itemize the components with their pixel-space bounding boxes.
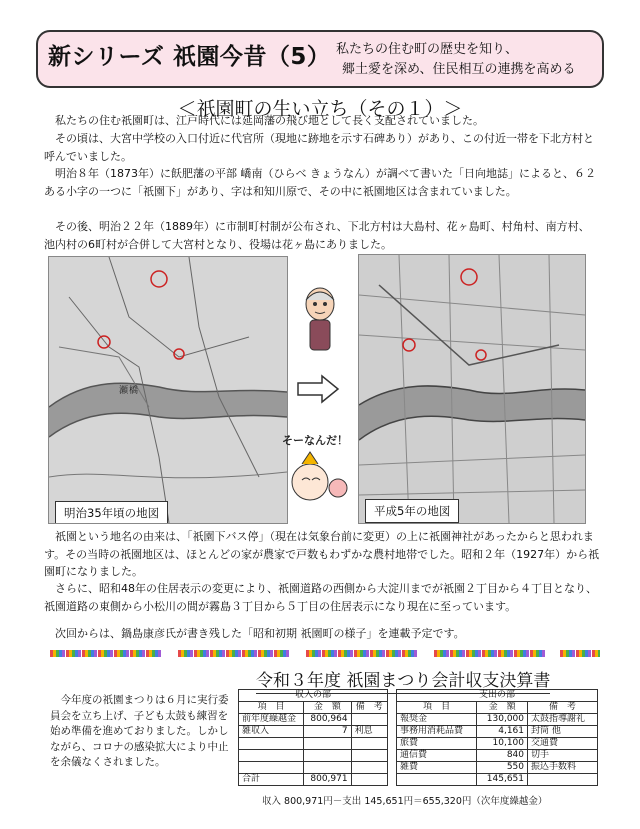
decorative-stripe xyxy=(560,650,600,657)
paragraph-6: さらに、昭和48年の住居表示の変更により、祇園道路の西側から大淀川までが祇園２丁目から４丁目となり、祇園道路の東側から小松川の間が霧島３丁目から５丁目の住居表示になり現在に至っています。 xyxy=(44,582,597,613)
paragraph-1: 私たちの住む祇園町は、江戸時代には延岡藩の飛び地として長く支配されていました。 xyxy=(44,114,484,127)
table-row xyxy=(239,774,388,786)
income-cell xyxy=(351,714,387,726)
income-cell xyxy=(351,774,387,786)
table-row xyxy=(397,726,598,738)
paragraph-4: その後、明治２２年（1889年）に市制町村制が公布され、下北方村は大島村、花ヶ島町、村角村、南方村、池内村の6町村が合併して大宮村となり、役場は花ヶ島にありました。 xyxy=(44,220,590,251)
expense-cell: 130,000 xyxy=(477,714,528,726)
arrow-right-icon xyxy=(296,374,340,404)
meiji-map xyxy=(48,256,288,524)
expense-cell: 550 xyxy=(477,762,528,774)
expense-cell: 旅費 xyxy=(397,738,477,750)
decorative-stripe xyxy=(178,650,290,657)
svg-text:瀬: 瀬 xyxy=(119,386,129,396)
income-cell xyxy=(239,738,304,750)
decorative-stripe xyxy=(50,650,162,657)
expense-cell: 事務用消耗品費 xyxy=(397,726,477,738)
expense-cell: 交通費 xyxy=(528,738,598,750)
elder-character-illustration xyxy=(290,282,350,352)
income-cell xyxy=(304,738,351,750)
income-cell xyxy=(351,750,387,762)
income-cell xyxy=(304,762,351,774)
expense-cell: 報奨金 xyxy=(397,714,477,726)
expense-cell xyxy=(528,774,598,786)
income-cell xyxy=(304,750,351,762)
income-cell xyxy=(239,750,304,762)
heisei-map xyxy=(358,254,586,524)
expense-cell: 封筒 他 xyxy=(528,726,598,738)
income-cell: 前年度繰越金 xyxy=(239,714,304,726)
paragraph-3: 明治８年（1873年）に飫肥藩の平部 嶠南（ひらべ きょうなん）が調べて書いた「日向地誌」によると、６２ある小字の一つに「祇園下」があり、字は和知川原で、その中に祇園地区は含まれていました。 xyxy=(44,167,596,198)
table-row xyxy=(239,750,388,762)
table-row xyxy=(397,738,598,750)
svg-text:橋: 橋 xyxy=(129,386,139,396)
motto-line-2: 郷土愛を深め、住民相互の連携を高める xyxy=(342,62,576,77)
expense-cell: 通信費 xyxy=(397,750,477,762)
income-header-item: 項 目 xyxy=(239,702,304,714)
paragraph-7: 次回からは、鍋島康彦氏が書き残した「昭和初期 祇園町の様子」を連載予定です。 xyxy=(44,627,465,640)
expense-total: 145,651 xyxy=(477,774,528,786)
table-row xyxy=(239,738,388,750)
income-header-amount: 金 額 xyxy=(304,702,351,714)
expense-header-note: 備 考 xyxy=(528,702,598,714)
income-cell: 雑収入 xyxy=(239,726,304,738)
expense-cell: 840 xyxy=(477,750,528,762)
table-row xyxy=(239,762,388,774)
paragraph-5: 祇園という地名の由来は、「祇園下バス停」（現在は気象台前に変更）の上に祇園神社があったからと思われます。その当時の祇園地区は、ほとんどの家が農家で戸数もわずかな農村地帯でした。昭和２年（1927年）から祇園町になりました。 xyxy=(44,530,600,578)
table-row xyxy=(397,750,598,762)
table-row xyxy=(239,714,388,726)
table-row xyxy=(397,762,598,774)
expense-header-item: 項 目 xyxy=(397,702,477,714)
income-total-label: 合計 xyxy=(239,774,304,786)
decorative-stripe xyxy=(306,650,418,657)
heisei-map-drawing xyxy=(359,255,585,523)
income-cell: 7 xyxy=(304,726,351,738)
heisei-map-label: 平成5年の地図 xyxy=(365,499,459,523)
expense-cell: 4,161 xyxy=(477,726,528,738)
income-cell: 800,964 xyxy=(304,714,351,726)
speech-bubble-text: そーなんだ！ xyxy=(282,434,348,447)
expense-cell: 切手 xyxy=(528,750,598,762)
income-cell: 利息 xyxy=(351,726,387,738)
table-row xyxy=(239,726,388,738)
motto-line-1: 私たちの住む町の歴史を知り、 xyxy=(336,42,519,57)
income-caption: 収入の部 xyxy=(239,690,388,702)
income-total: 800,971 xyxy=(304,774,351,786)
income-table xyxy=(238,689,388,786)
budget-summary: 収入 800,971円－支出 145,651円＝655,320円（次年度繰越金） xyxy=(262,796,548,807)
meiji-map-label: 明治35年頃の地図 xyxy=(55,501,168,524)
expense-table xyxy=(396,689,598,786)
expense-cell: 雑費 xyxy=(397,762,477,774)
expense-cell xyxy=(397,774,477,786)
income-cell xyxy=(351,738,387,750)
series-title: 新シリーズ 祇園今昔（5） xyxy=(48,44,331,70)
festival-notice: 今年度の祇園まつりは６月に実行委員会を立ち上げ、子ども太鼓も練習を始め準備を進めておりました。しかしながら、コロナの感染拡大により中止を余儀なくされました。 xyxy=(50,694,229,768)
meiji-map-drawing xyxy=(49,257,287,523)
budget-title: 令和３年度 祇園まつり会計収支決算書 xyxy=(256,666,550,691)
income-header-note: 備 考 xyxy=(351,702,387,714)
expense-cell: 振込手数料 xyxy=(528,762,598,774)
decorative-stripe xyxy=(434,650,546,657)
paragraph-2: その頃は、大宮中学校の入口付近に代官所（現地に跡地を示す石碑あり）があり、この付近一帯を下北方村と呼んでいました。 xyxy=(44,132,594,163)
table-row xyxy=(397,714,598,726)
expense-caption: 支出の部 xyxy=(397,690,598,702)
characters-illustration xyxy=(288,450,352,504)
expense-cell: 10,100 xyxy=(477,738,528,750)
article-title: ＜祇園町の生い立ち（その１）＞ xyxy=(177,98,463,120)
income-cell xyxy=(239,762,304,774)
income-cell xyxy=(351,762,387,774)
expense-header-amount: 金 額 xyxy=(477,702,528,714)
expense-cell: 太鼓指導謝礼 xyxy=(528,714,598,726)
table-row xyxy=(397,774,598,786)
